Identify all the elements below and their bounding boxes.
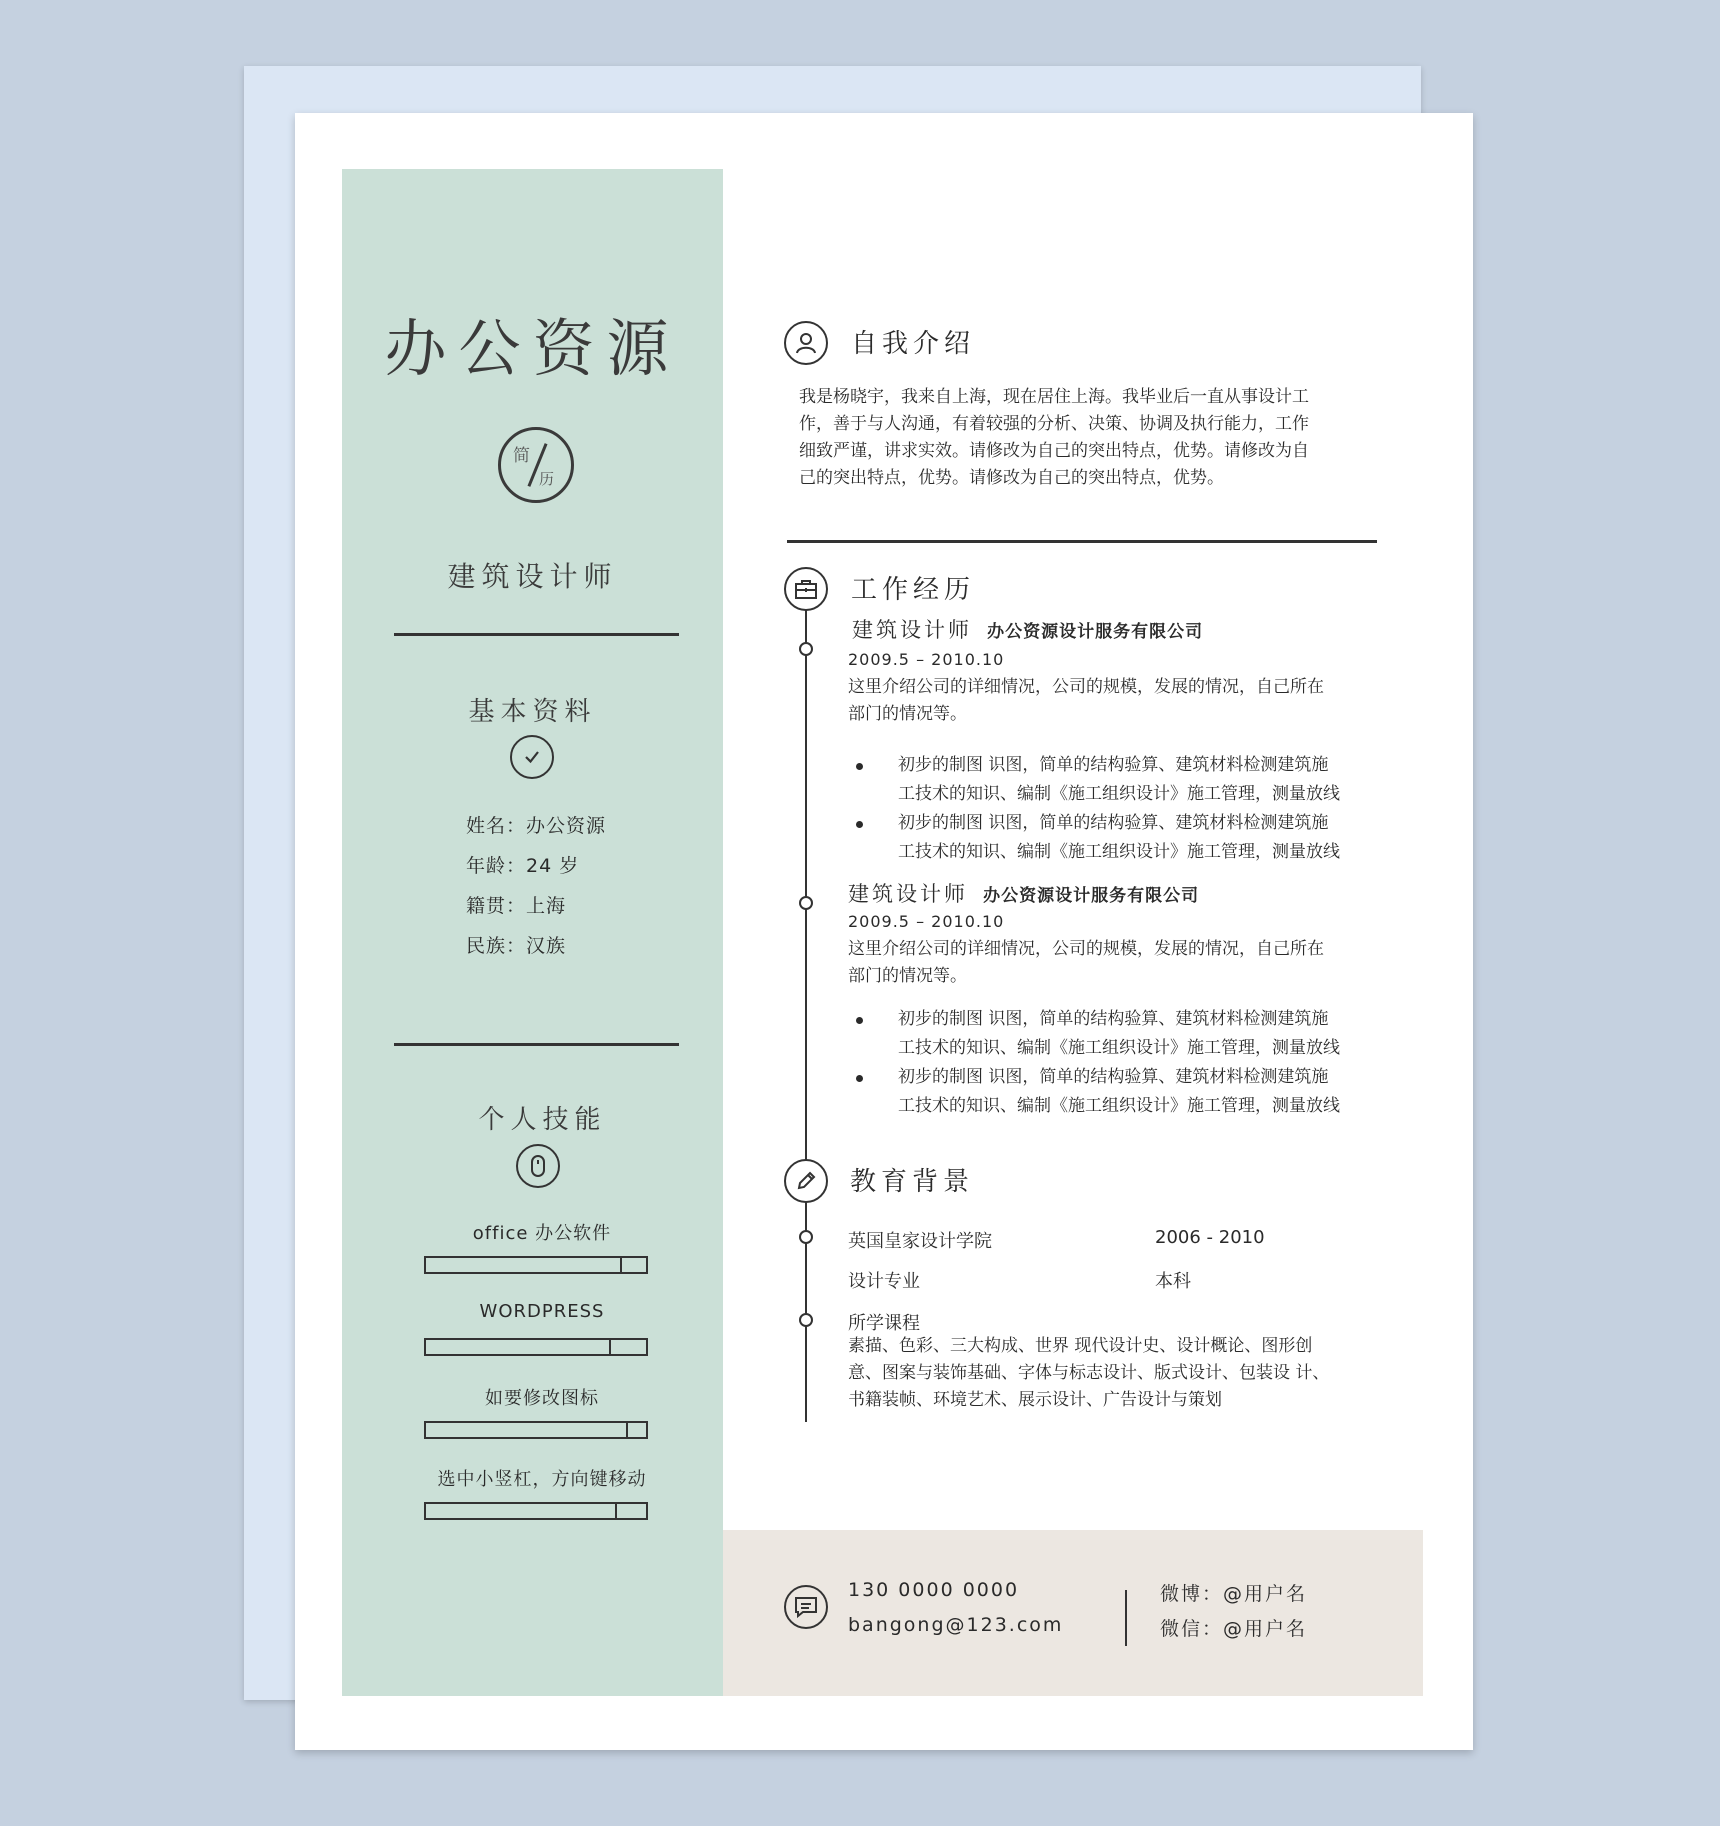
job-date: 2009.5 – 2010.10 [848,650,1005,669]
info-hometown [466,891,566,918]
weibo-handle[interactable]: 微博：@用户名 [1160,1583,1308,1605]
list-item [856,809,1416,867]
job-desc-line: 部门的情况等。 [848,966,967,986]
skill-bar[interactable] [424,1256,648,1274]
skill-level-marker[interactable] [609,1340,611,1354]
check-icon [510,735,554,779]
badge-bottom-char: 历 [539,470,555,488]
job-bullets [856,1005,1416,1121]
info-label: 民族： [466,935,527,957]
intro-text [799,384,1419,492]
info-label: 籍贯： [466,895,527,917]
timeline-dot [799,1230,813,1244]
degree: 本科 [1155,1271,1191,1292]
name-title: 办公资源 [384,312,681,385]
intro-line: 细致严谨，讲求实效。请修改为自己的突出特点，优势。请修改为自 [799,441,1309,461]
role-title: 建筑设计师 [447,560,618,593]
skill-bar[interactable] [424,1338,648,1356]
pencil-icon [784,1159,828,1203]
wechat-handle[interactable]: 微信：@用户名 [1160,1618,1308,1640]
job-desc [848,936,1408,990]
course-line: 意、图案与装饰基础、字体与标志设计、版式设计、包装设 计、 [848,1363,1330,1383]
info-name [466,811,606,838]
intro-title: 自我介绍 [851,329,976,359]
info-age [466,851,579,878]
info-value: 办公资源 [526,815,607,837]
job-desc-line: 部门的情况等。 [848,704,967,724]
courses [848,1333,1408,1414]
message-icon [784,1585,828,1629]
job-company: 办公资源设计服务有限公司 [987,622,1204,642]
bullet-line: 初步的制图 识图，简单的结构验算、建筑材料检测建筑施 [898,1067,1329,1087]
education-title: 教育背景 [850,1167,975,1197]
bullet-line: 工技术的知识、编制《施工组织设计》施工管理，测量放线 [898,842,1340,862]
bullet-line: 工技术的知识、编制《施工组织设计》施工管理，测量放线 [898,1038,1340,1058]
timeline-dot [799,1313,813,1327]
badge-top-char: 简 [513,446,530,466]
school-years: 2006 - 2010 [1155,1227,1265,1248]
job-company: 办公资源设计服务有限公司 [983,886,1200,906]
job-desc-line: 这里介绍公司的详细情况，公司的规模，发展的情况，自己所在 [848,939,1324,959]
divider [394,633,679,636]
course-line: 书籍装帧、环境艺术、展示设计、广告设计与策划 [848,1390,1222,1410]
job-desc-line: 这里介绍公司的详细情况，公司的规模，发展的情况，自己所在 [848,677,1324,697]
timeline-dot [799,896,813,910]
skill-level-marker[interactable] [615,1504,617,1518]
job-title: 建筑设计师 [852,618,972,642]
courses-label: 所学课程 [848,1313,920,1334]
bullet-line: 初步的制图 识图，简单的结构验算、建筑材料检测建筑施 [898,1009,1329,1029]
intro-line: 我是杨晓宇，我来自上海，现在居住上海。我毕业后一直从事设计工 [799,387,1309,407]
skill-level-marker[interactable] [620,1258,622,1272]
divider [394,1043,679,1046]
list-item [856,1063,1416,1121]
job-date: 2009.5 – 2010.10 [848,912,1005,931]
skill-bar[interactable] [424,1421,648,1439]
resume-badge-icon [498,427,574,503]
phone-number[interactable]: 130 0000 0000 [848,1579,1020,1601]
skill-label: 如要修改图标 [485,1388,599,1409]
intro-line: 作，善于与人沟通，有着较强的分析、决策、协调及执行能力，工作 [799,414,1309,434]
bullet-line: 工技术的知识、编制《施工组织设计》施工管理，测量放线 [898,1096,1340,1116]
job-header [852,614,1203,644]
info-value: 24 岁 [526,855,580,877]
sidebar [342,169,723,1696]
major: 设计专业 [848,1271,920,1292]
divider [1125,1590,1127,1646]
resume-page [295,113,1473,1750]
briefcase-icon [784,567,828,611]
email-address[interactable]: bangong@123.com [848,1614,1064,1636]
bullet-line: 工技术的知识、编制《施工组织设计》施工管理，测量放线 [898,784,1340,804]
skill-label: office 办公软件 [472,1223,612,1244]
skill-label: WORDPRESS [479,1301,605,1322]
basic-info-heading: 基本资料 [468,697,597,727]
list-item [856,1005,1416,1063]
school-name: 英国皇家设计学院 [848,1231,992,1252]
skill-label: 选中小竖杠，方向键移动 [437,1469,647,1490]
info-ethnicity [466,931,566,958]
info-value: 汉族 [526,935,567,957]
job-bullets [856,751,1416,867]
info-label: 姓名： [466,815,527,837]
info-value: 上海 [526,895,567,917]
contact-footer [723,1530,1423,1696]
timeline-dot [799,642,813,656]
skill-bar[interactable] [424,1502,648,1520]
job-header [848,878,1199,908]
list-item [856,751,1416,809]
skill-level-marker[interactable] [626,1423,628,1437]
user-icon [784,321,828,365]
intro-line: 己的突出特点，优势。请修改为自己的突出特点，优势。 [799,468,1224,488]
work-title: 工作经历 [851,575,976,605]
bullet-line: 初步的制图 识图，简单的结构验算、建筑材料检测建筑施 [898,755,1329,775]
divider [787,540,1377,543]
job-title: 建筑设计师 [848,882,968,906]
mouse-icon [516,1144,560,1188]
course-line: 素描、色彩、三大构成、世界 现代设计史、设计概论、图形创 [848,1336,1313,1356]
job-desc [848,674,1408,728]
info-label: 年龄： [466,855,527,877]
bullet-line: 初步的制图 识图，简单的结构验算、建筑材料检测建筑施 [898,813,1329,833]
skills-heading: 个人技能 [478,1105,607,1135]
